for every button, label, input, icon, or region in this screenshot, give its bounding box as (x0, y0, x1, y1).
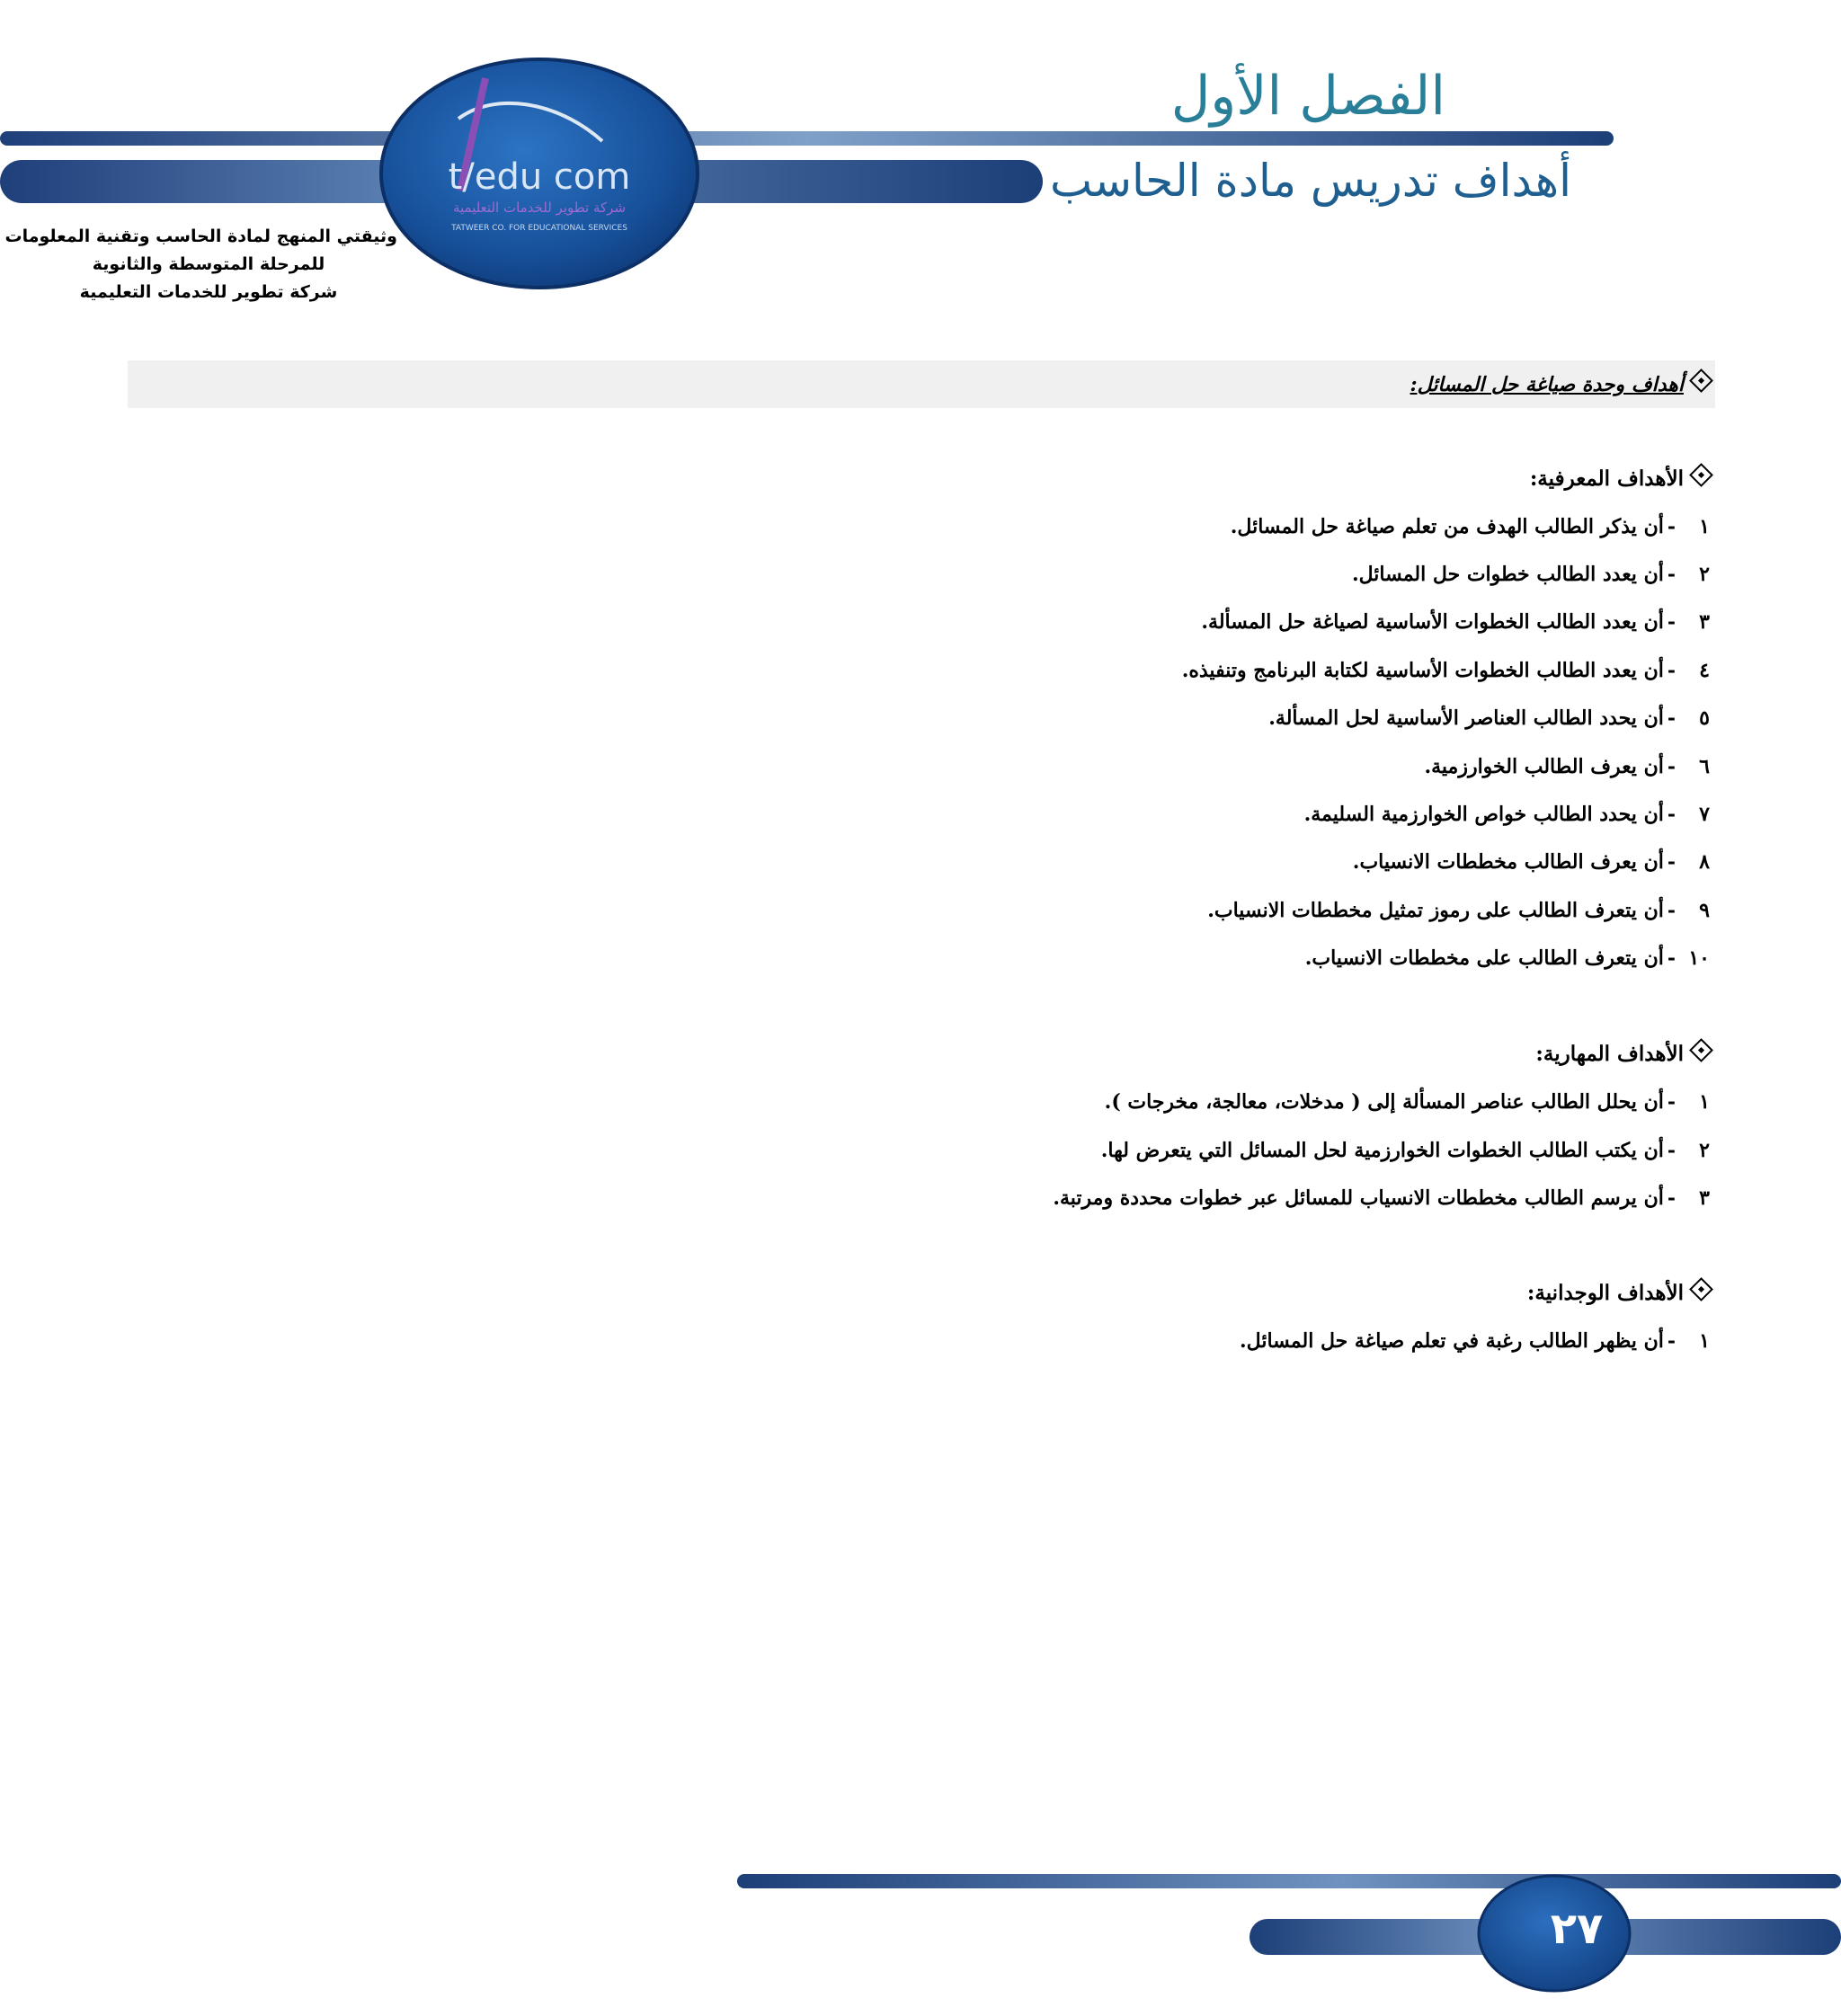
list-item: ١-أن يظهر الطالب رغبة في تعلم صياغة حل المسائل. (1240, 1329, 1710, 1353)
document-info-line: وثيقتي المنهج لمادة الحاسب وتقنية المعلومات (4, 226, 397, 246)
chapter-subtitle: أهداف تدريس مادة الحاسب (1050, 155, 1571, 207)
diamond-bullet-icon (1689, 369, 1713, 393)
group-heading-cognitive: الأهداف المعرفية: (1530, 466, 1710, 491)
list-item: ٥-أن يحدد الطالب العناصر الأساسية لحل المسألة. (1268, 706, 1710, 730)
list-item: ١-أن يذكر الطالب الهدف من تعلم صياغة حل المسائل. (1230, 515, 1710, 538)
list-item: ٢-أن يعدد الطالب خطوات حل المسائل. (1351, 563, 1710, 586)
list-item: ١٠-أن يتعرف الطالب على مخططات الانسياب. (1304, 946, 1710, 970)
section-title (1410, 372, 1710, 396)
logo-english-tagline: TATWEER CO. FOR EDUCATIONAL SERVICES (451, 224, 627, 233)
list-item: ٣-أن يرسم الطالب مخططات الانسياب للمسائل عبر خطوات محددة ومرتبة. (1053, 1186, 1710, 1210)
list-item: ٦-أن يعرف الطالب الخوارزمية. (1424, 755, 1710, 778)
diamond-bullet-icon (1689, 463, 1713, 487)
document-info (4, 223, 397, 306)
header-bar-top (0, 131, 1614, 146)
diamond-bullet-icon (1689, 1277, 1713, 1301)
logo-arabic-tagline: شركة تطوير للخدمات التعليمية (452, 200, 627, 216)
footer-bar-top (737, 1874, 1841, 1888)
chapter-title: الفصل الأول (1170, 65, 1445, 128)
list-item: ٩-أن يتعرف الطالب على رموز تمثيل مخططات الانسياب. (1207, 899, 1710, 922)
page-number: ٢٧ (1550, 1904, 1604, 1954)
list-item: ٧-أن يحدد الطالب خواص الخوارزمية السليمة. (1303, 803, 1710, 826)
group-heading-skills: الأهداف المهارية: (1535, 1042, 1710, 1066)
document-info-line: للمرحلة المتوسطة والثانوية (92, 254, 325, 274)
footer-decoration (733, 1874, 1841, 2000)
list-item: ٨-أن يعرف الطالب مخططات الانسياب. (1352, 850, 1710, 874)
list-item: ٤-أن يعدد الطالب الخطوات الأساسية لكتابة البرنامج وتنفيذه. (1181, 659, 1710, 682)
list-item: ٣-أن يعدد الطالب الخطوات الأساسية لصياغة حل المسألة. (1201, 610, 1710, 634)
logo-brand: t/edu com (448, 156, 631, 198)
company-logo (378, 56, 701, 291)
document-info-line: شركة تطوير للخدمات التعليمية (79, 282, 338, 302)
list-item: ٢-أن يكتب الطالب الخطوات الخوارزمية لحل المسائل التي يتعرض لها. (1100, 1139, 1710, 1162)
list-item: ١-أن يحلل الطالب عناصر المسألة إلى ( مدخلات، معالجة، مخرجات ). (1104, 1090, 1710, 1114)
section-title-text: أهداف وحدة صياغة حل المسائل: (1410, 373, 1684, 396)
group-heading-affective: الأهداف الوجدانية: (1527, 1281, 1710, 1305)
diamond-bullet-icon (1689, 1038, 1713, 1062)
